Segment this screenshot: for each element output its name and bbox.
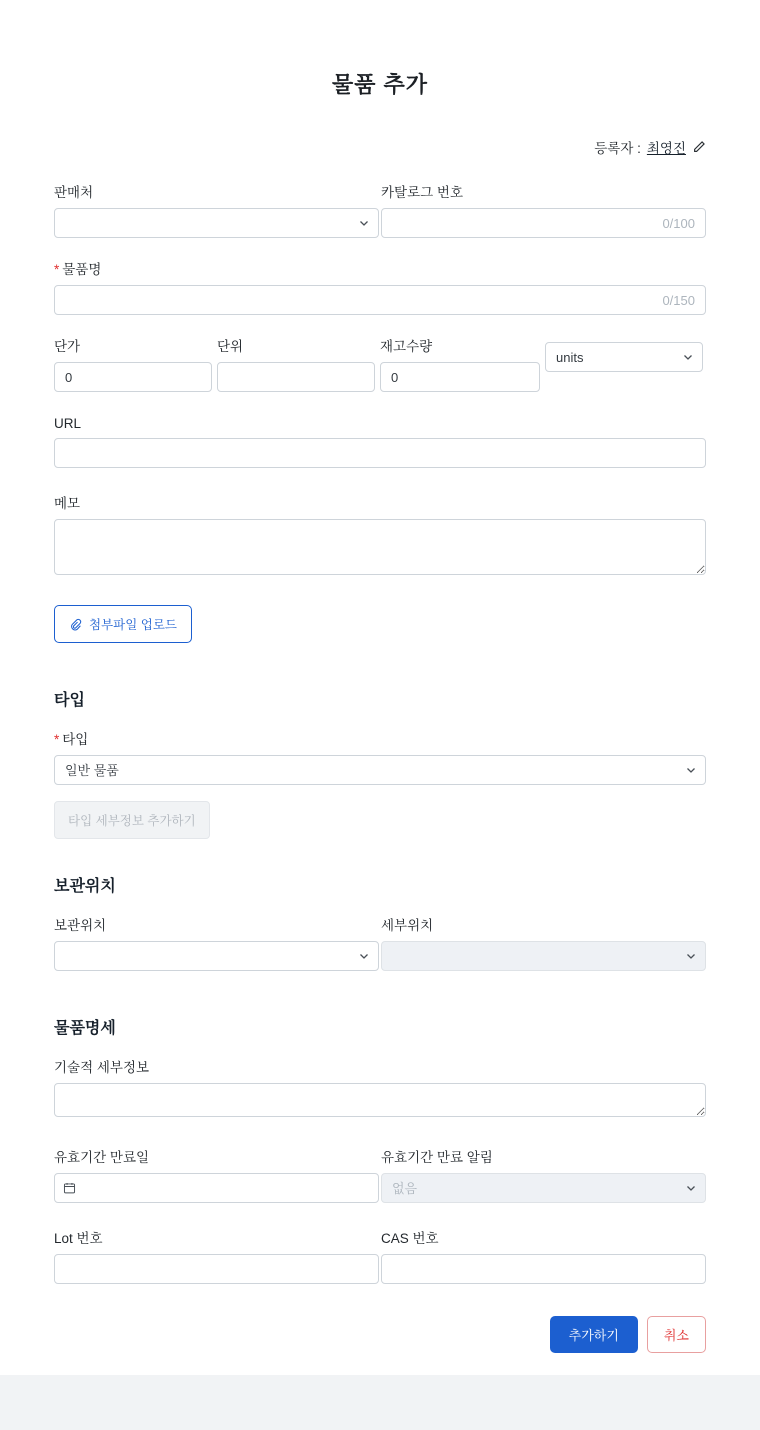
technical-details-textarea[interactable]	[54, 1083, 706, 1117]
vendor-select[interactable]	[54, 208, 379, 238]
stock-unit-select-wrap[interactable]	[545, 342, 703, 372]
storage-location-label: 보관위치	[54, 918, 107, 933]
location-row	[54, 914, 706, 971]
url-label: URL	[54, 416, 82, 431]
expiry-date-label: 유효기간 만료일	[54, 1150, 150, 1165]
expiry-alarm-label: 유효기간 만료 알림	[381, 1150, 493, 1165]
unit-price-label: 단가	[54, 339, 81, 354]
type-detail-add-button[interactable]: 타입 세부정보 추가하기	[54, 801, 210, 839]
technical-details-label: 기술적 세부정보	[54, 1060, 150, 1075]
unit-input[interactable]	[217, 362, 375, 392]
type-field	[54, 728, 706, 785]
lot-cas-row	[54, 1227, 706, 1284]
url-input[interactable]	[54, 438, 706, 468]
expiry-date-field	[54, 1146, 379, 1203]
registrant-row	[54, 137, 706, 157]
detail-location-select-wrap[interactable]	[381, 941, 706, 971]
memo-textarea[interactable]	[54, 519, 706, 575]
url-field	[54, 416, 706, 468]
registrant-label: 등록자 :	[594, 141, 641, 156]
required-mark: *	[54, 732, 60, 747]
lot-number-field	[54, 1227, 379, 1284]
stock-quantity-input[interactable]	[380, 362, 540, 392]
vendor-field	[54, 181, 379, 238]
type-label	[54, 728, 706, 748]
expiry-row	[54, 1146, 706, 1203]
calendar-icon	[63, 1182, 76, 1195]
lot-number-input[interactable]	[54, 1254, 379, 1284]
stock-unit-field	[545, 335, 703, 392]
type-label-text: 타입	[62, 732, 89, 747]
required-mark: *	[54, 262, 60, 277]
form-footer	[54, 1316, 706, 1375]
expiry-date-input[interactable]	[54, 1173, 379, 1203]
storage-location-field	[54, 914, 379, 971]
detail-location-select[interactable]	[381, 941, 706, 971]
technical-details-field	[54, 1056, 706, 1122]
cas-number-label: CAS 번호	[381, 1231, 439, 1246]
cas-number-field	[381, 1227, 706, 1284]
item-name-field	[54, 258, 706, 315]
vendor-select-wrap[interactable]	[54, 208, 379, 238]
type-select-wrap[interactable]	[54, 755, 706, 785]
memo-label: 메모	[54, 496, 81, 511]
unit-label: 단위	[217, 339, 244, 354]
file-upload-label: 첨부파일 업로드	[89, 618, 177, 632]
catalog-number-input[interactable]	[381, 208, 706, 238]
expiry-alarm-select-wrap[interactable]	[381, 1173, 706, 1203]
memo-field	[54, 492, 706, 580]
pencil-icon[interactable]	[692, 140, 706, 154]
registrant-name[interactable]: 최영진	[646, 141, 686, 156]
item-name-label-text: 물품명	[62, 262, 102, 277]
storage-location-select-wrap[interactable]	[54, 941, 379, 971]
submit-button[interactable]: 추가하기	[550, 1316, 638, 1353]
type-section-heading: 타입	[54, 692, 85, 709]
vendor-catalog-row	[54, 181, 706, 238]
unit-field	[217, 335, 375, 392]
lot-number-label: Lot 번호	[54, 1231, 103, 1246]
file-upload-button[interactable]	[54, 605, 192, 643]
stock-unit-select[interactable]	[545, 342, 703, 372]
page-title: 물품 추가	[331, 72, 429, 97]
expiry-alarm-field	[381, 1146, 706, 1203]
unit-price-input[interactable]	[54, 362, 212, 392]
catalog-number-label: 카탈로그 번호	[381, 185, 463, 200]
cas-number-input[interactable]	[381, 1254, 706, 1284]
type-select[interactable]	[54, 755, 706, 785]
item-name-input[interactable]	[54, 285, 706, 315]
stock-quantity-label: 재고수량	[380, 339, 433, 354]
bottom-strip	[0, 1375, 760, 1430]
unit-price-field	[54, 335, 212, 392]
cancel-button[interactable]: 취소	[647, 1316, 706, 1353]
vendor-label: 판매처	[54, 185, 94, 200]
catalog-number-field	[381, 181, 706, 238]
stock-quantity-field	[380, 335, 540, 392]
detail-section-heading: 물품명세	[54, 1020, 116, 1037]
detail-location-label: 세부위치	[381, 918, 434, 933]
storage-location-select[interactable]	[54, 941, 379, 971]
expiry-date-wrap[interactable]	[54, 1173, 379, 1203]
item-name-label	[54, 258, 706, 278]
paperclip-icon	[69, 618, 82, 631]
location-section-heading: 보관위치	[54, 878, 116, 895]
detail-location-field	[381, 914, 706, 971]
expiry-alarm-select[interactable]	[381, 1173, 706, 1203]
price-unit-stock-row	[54, 335, 706, 392]
